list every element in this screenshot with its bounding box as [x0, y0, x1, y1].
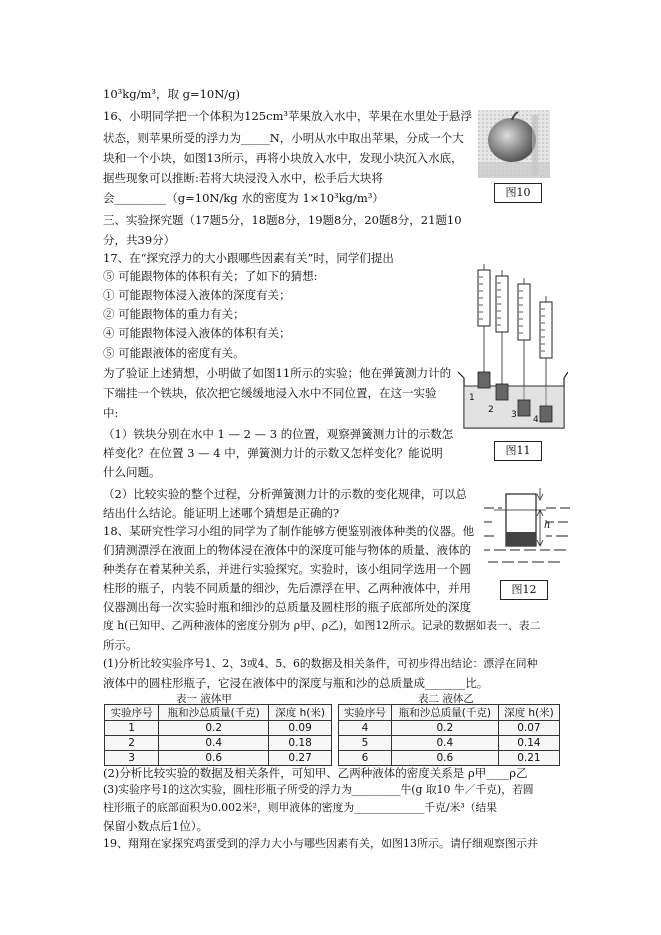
- question-16: 16、小明同学把一个体积为125cm³苹果放入水中，苹果在水里处于悬浮: [103, 109, 473, 123]
- position-label: 1: [469, 393, 475, 403]
- table-header-row: [339, 705, 560, 721]
- table-row: [105, 721, 332, 736]
- text-line: 块和一个小块，如图13所示，再将小块放入水中，发现小块沉入水底，: [103, 151, 463, 165]
- text-line: (2)分析比较实验的数据及相关条件，可知甲、乙两种液体的密度关系是 ρ甲____ρ乙: [103, 766, 528, 780]
- table-row: [105, 751, 332, 766]
- table-cell: 0.14: [498, 736, 559, 751]
- text-line: 柱形的瓶子，内装不同质量的细沙，先后漂浮在甲、乙两种液体中，并用: [103, 581, 471, 595]
- text-line: 10³kg/m³，取 g=10N/g): [103, 87, 241, 101]
- text-line: （2）比较实验的整个过程，分析弹簧测力计的示数的变化规律，可以总: [103, 487, 467, 501]
- figure-11-label: 图11: [494, 441, 542, 461]
- text-line: ⑤ 可能跟液体的密度有关。: [103, 346, 245, 360]
- table-cell: 0.21: [498, 751, 559, 766]
- text-line: (3)实验序号1的这次实验，圆柱形瓶子所受的浮力为_________牛(g 取10 牛／千克)，若圆: [103, 783, 534, 796]
- question-17: 17、在“探究浮力的大小跟哪些因素有关”时，同学们提出: [103, 251, 394, 265]
- text-line: 所示。: [103, 638, 138, 652]
- position-label: 4: [533, 415, 539, 425]
- text-line: ① 可能跟物体浸入液体的深度有关；: [103, 288, 291, 302]
- table-row: [339, 751, 560, 766]
- question-19: 19、翔翔在家探究鸡蛋受到的浮力大小与哪些因素有关，如图13所示。请仔细观察图示并: [103, 837, 538, 850]
- text-line: 什么问题。: [103, 465, 161, 479]
- position-label: 2: [488, 405, 494, 415]
- text-line: 样变化？在位置 3 — 4 中，弹簧测力计的示数又怎样变化？能说明: [103, 446, 443, 460]
- text-line: 会_________（g=10N/kg 水的密度为 1×10³kg/m³）: [103, 191, 384, 205]
- text-line: ④ 可能跟物体浸入液体的体积有关；: [103, 326, 291, 340]
- table-row: [105, 736, 332, 751]
- table-cell: 1: [105, 721, 159, 736]
- table-1-caption: 表一 液体甲: [176, 693, 232, 705]
- table-cell: 2: [105, 736, 159, 751]
- position-label: 3: [511, 410, 517, 420]
- section-heading: 三、实验探究题（17题5分，18题8分，19题8分，20题8分，21题10: [103, 213, 462, 227]
- table-header: 深度 h(米): [498, 705, 559, 721]
- figure-12-label: 图12: [500, 580, 548, 600]
- table-cell: 0.4: [391, 736, 498, 751]
- table-2: [338, 704, 560, 766]
- table-header: 瓶和沙总质量(千克): [159, 705, 269, 721]
- figure-12-diagram: [484, 486, 574, 576]
- table-header: 深度 h(米): [269, 705, 332, 721]
- table-header: 瓶和沙总质量(千克): [391, 705, 498, 721]
- table-cell: 0.09: [269, 721, 332, 736]
- table-cell: 6: [339, 751, 392, 766]
- text-line: (1)分析比较实验序号1、2、3或4、5、6的数据及相关条件，可初步得出结论：漂浮在同种: [103, 657, 538, 670]
- text-line: 保留小数点后1位）。: [103, 819, 209, 833]
- figure-11-diagram: [456, 262, 568, 440]
- table-cell: 0.6: [391, 751, 498, 766]
- text-line: ② 可能跟物体的重力有关；: [103, 307, 245, 321]
- spring-scale-diagram: [456, 262, 568, 440]
- table-row: [339, 721, 560, 736]
- text-line: 结出什么结论。能证明上述哪个猜想是正确的?: [103, 506, 340, 520]
- table-cell: 0.2: [159, 721, 269, 736]
- table-2-caption: 表二 液体乙: [418, 693, 474, 705]
- text-line: 仪器测出每一次实验时瓶和细沙的总质量及圆柱形的瓶子底部所处的深度: [103, 600, 471, 614]
- table-cell: 0.18: [269, 736, 332, 751]
- table-cell: 3: [105, 751, 159, 766]
- table-header-row: [105, 705, 332, 721]
- text-line: ⑤ 可能跟物体的体积有关；了如下的猜想:: [103, 269, 318, 283]
- text-line: 中:: [103, 406, 119, 420]
- text-line: 种类存在着某种关系，并进行实验探究。实验时，该小组同学选用一个圆: [103, 562, 471, 576]
- figure-10-label: 图10: [494, 183, 542, 203]
- table-cell: 0.2: [391, 721, 498, 736]
- apple-image: [478, 110, 550, 178]
- text-line: （1）铁块分别在水中 1 — 2 — 3 的位置，观察弹簧测力计的示数怎: [103, 427, 454, 441]
- text-line: 下端挂一个铁块，依次把它缓缓地浸入水中不同位置，在这一实验: [103, 386, 437, 400]
- table-header: 实验序号: [339, 705, 392, 721]
- table-cell: 5: [339, 736, 392, 751]
- depth-h-label: h: [544, 520, 551, 531]
- question-18: 18、某研究性学习小组的同学为了制作能够方便鉴别液体种类的仪器。他: [103, 524, 475, 538]
- table-cell: 0.07: [498, 721, 559, 736]
- floating-bottle-diagram: [484, 486, 574, 576]
- text-line: 分，共39分）: [103, 233, 176, 247]
- text-line: 度 h(已知甲、乙两种液体的密度分别为 ρ甲、ρ乙)，如图12所示。记录的数据如表一、表二: [103, 619, 541, 632]
- table-cell: 0.4: [159, 736, 269, 751]
- table-cell: 4: [339, 721, 392, 736]
- table-cell: 0.27: [269, 751, 332, 766]
- table-cell: 0.6: [159, 751, 269, 766]
- text-line: 液体中的圆柱形瓶子，它浸在液体中的深度与瓶和沙的总质量成_______比。: [103, 676, 489, 690]
- text-line: 们猜测漂浮在液面上的物体浸在液体中的深度可能与物体的质量、液体的: [103, 543, 471, 557]
- table-1: [104, 704, 332, 766]
- text-line: 为了验证上述猜想，小明做了如图11所示的实验；他在弹簧测力计的: [103, 366, 452, 380]
- table-header: 实验序号: [105, 705, 159, 721]
- table-row: [339, 736, 560, 751]
- text-line: 柱形瓶子的底部面积为0.002米²，则甲液体的密度为_____________千克/米³（结果: [103, 801, 498, 814]
- text-line: 状态，则苹果所受的浮力为_____N，小明从水中取出苹果，分成一个大: [103, 131, 464, 145]
- figure-10-photo: [478, 110, 550, 178]
- text-line: 据些现象可以推断:若将大块浸没入水中，松手后大块将: [103, 171, 383, 185]
